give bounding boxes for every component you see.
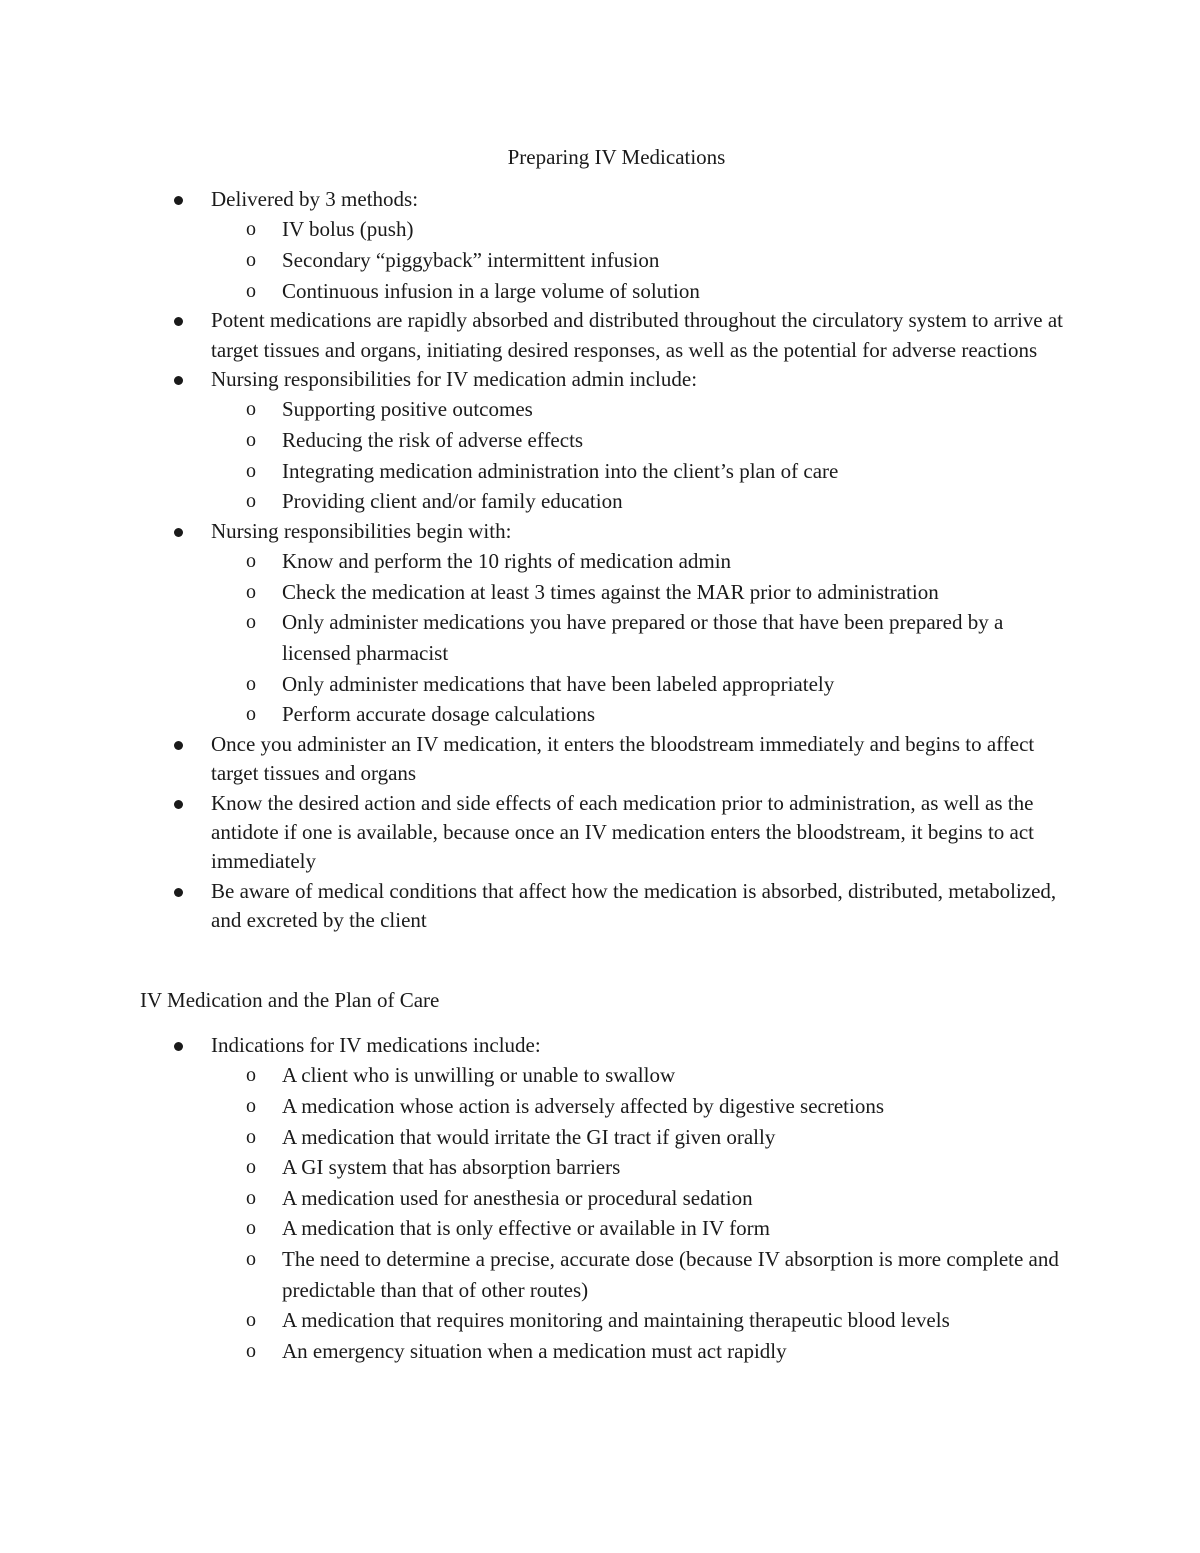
sub-list-item bbox=[246, 1244, 1072, 1305]
circle-bullet-icon: o bbox=[246, 279, 256, 302]
sub-list-item-text: Only administer medications that have been labeled appropriately bbox=[282, 671, 835, 696]
list-item-text: Potent medications are rapidly absorbed and distributed throughout the circulatory system to arrive at target tissues and organs, initiating desired responses, as well as the potential for adverse reactions bbox=[211, 308, 1064, 362]
sub-list-item-text: Reducing the risk of adverse effects bbox=[282, 428, 584, 452]
sub-list-item-text: Only administer medications you have prepared or those that have been prepared by a licensed pharmacist bbox=[282, 610, 1004, 665]
sub-list bbox=[211, 546, 1071, 730]
sub-list-item bbox=[246, 1122, 1072, 1153]
circle-bullet-icon: o bbox=[246, 672, 256, 695]
list-item bbox=[0, 185, 1071, 306]
sub-list-item-text: Providing client and/or family education bbox=[282, 489, 623, 514]
sub-list-item bbox=[246, 214, 1072, 245]
circle-bullet-icon: o bbox=[246, 218, 256, 241]
bullet-dot-icon bbox=[174, 800, 183, 809]
circle-bullet-icon: o bbox=[246, 1156, 256, 1179]
bullet-dot-icon bbox=[174, 1042, 183, 1051]
circle-bullet-icon: o bbox=[246, 611, 256, 634]
sub-list-item bbox=[246, 245, 1072, 276]
list-item bbox=[0, 365, 1071, 517]
circle-bullet-icon: o bbox=[246, 580, 256, 603]
list-item-text: Nursing responsibilities begin with: bbox=[211, 518, 512, 543]
list-item-text: Indications for IV medications include: bbox=[211, 1033, 541, 1057]
circle-bullet-icon: o bbox=[246, 1125, 256, 1148]
bullet-dot-icon bbox=[174, 528, 183, 537]
sub-list-item bbox=[246, 276, 1072, 307]
sub-list-item-text: A medication that is only effective or available in IV form bbox=[282, 1216, 770, 1241]
sub-list bbox=[211, 214, 1071, 306]
sub-list bbox=[211, 1060, 1071, 1366]
sub-list-item-text: Continuous infusion in a large volume of solution bbox=[282, 278, 700, 303]
list-item bbox=[0, 730, 1071, 789]
sub-list-item-text: The need to determine a precise, accurate dose (because IV absorption is more complete and predictable than that of other routes) bbox=[282, 1246, 1059, 1302]
sub-list-item bbox=[246, 486, 1072, 517]
section-heading: IV Medication and the Plan of Care bbox=[140, 988, 440, 1012]
list-item bbox=[0, 1031, 1071, 1366]
list-item bbox=[0, 877, 1071, 936]
sub-list-item bbox=[246, 394, 1072, 425]
page-title: Preparing IV Medications bbox=[507, 145, 726, 169]
circle-bullet-icon: o bbox=[246, 1186, 256, 1209]
circle-bullet-icon: o bbox=[246, 1309, 256, 1332]
circle-bullet-icon: o bbox=[246, 398, 256, 421]
circle-bullet-icon: o bbox=[246, 1247, 256, 1270]
sub-list-item bbox=[246, 577, 1072, 608]
sub-list-item-text: Integrating medication administration into the client’s plan of care bbox=[282, 458, 839, 483]
sub-list-item-text: IV bolus (push) bbox=[282, 217, 414, 242]
bullet-dot-icon bbox=[174, 317, 183, 326]
circle-bullet-icon: o bbox=[246, 490, 256, 513]
list-item-text: Know the desired action and side effects of each medication prior to administration, as well as the antidote if one is available, because once an IV medication enters the bloodstream, it begins to act immediately bbox=[211, 790, 1034, 874]
sub-list-item-text: A medication used for anesthesia or procedural sedation bbox=[282, 1185, 753, 1210]
sub-list-item-text: Perform accurate dosage calculations bbox=[282, 702, 596, 727]
bullet-dot-icon bbox=[174, 741, 183, 750]
circle-bullet-icon: o bbox=[246, 429, 256, 451]
sub-list-item-text: Secondary “piggyback” intermittent infusion bbox=[282, 248, 660, 272]
sub-list-item bbox=[246, 1091, 1072, 1122]
bullet-dot-icon bbox=[174, 888, 183, 897]
bullet-dot-icon bbox=[174, 376, 183, 385]
bullet-list-methods bbox=[0, 185, 1071, 936]
sub-list-item-text: An emergency situation when a medication must act rapidly bbox=[282, 1338, 787, 1363]
sub-list-item bbox=[246, 456, 1072, 487]
bullet-list-indications bbox=[0, 1031, 1071, 1366]
list-item bbox=[0, 306, 1071, 365]
circle-bullet-icon: o bbox=[246, 703, 256, 726]
list-item-text: Once you administer an IV medication, it enters the bloodstream immediately and begins to affect target tissues and organs bbox=[211, 731, 1035, 786]
sub-list-item bbox=[246, 546, 1072, 577]
list-item-text: Be aware of medical conditions that affect how the medication is absorbed, distributed, metabolized, and excreted by the client bbox=[211, 878, 1057, 933]
circle-bullet-icon: o bbox=[246, 249, 256, 271]
list-item-text: Nursing responsibilities for IV medication admin include: bbox=[211, 367, 698, 391]
list-item bbox=[0, 517, 1071, 730]
sub-list-item-text: Check the medication at least 3 times against the MAR prior to administration bbox=[282, 579, 939, 604]
list-item bbox=[0, 789, 1071, 877]
sub-list-item-text: A GI system that has absorption barriers bbox=[282, 1155, 621, 1180]
sub-list-item-text: A medication whose action is adversely affected by digestive secretions bbox=[282, 1094, 885, 1118]
sub-list-item bbox=[246, 669, 1072, 700]
circle-bullet-icon: o bbox=[246, 1217, 256, 1240]
sub-list-item bbox=[246, 1152, 1072, 1183]
sub-list-item bbox=[246, 607, 1072, 668]
sub-list-item-text: A client who is unwilling or unable to swallow bbox=[282, 1063, 676, 1088]
sub-list-item bbox=[246, 1305, 1072, 1336]
sub-list-item bbox=[246, 1183, 1072, 1214]
sub-list-item bbox=[246, 699, 1072, 730]
sub-list-item bbox=[246, 1336, 1072, 1367]
circle-bullet-icon: o bbox=[246, 1095, 256, 1117]
sub-list-item-text: Know and perform the 10 rights of medication admin bbox=[282, 549, 732, 574]
circle-bullet-icon: o bbox=[246, 550, 256, 573]
sub-list-item bbox=[246, 1060, 1072, 1091]
sub-list-item-text: A medication that requires monitoring and maintaining therapeutic blood levels bbox=[282, 1308, 950, 1333]
list-item-text: Delivered by 3 methods: bbox=[211, 187, 419, 211]
sub-list-item bbox=[246, 1213, 1072, 1244]
sub-list bbox=[211, 394, 1071, 516]
bullet-dot-icon bbox=[174, 196, 183, 205]
circle-bullet-icon: o bbox=[246, 459, 256, 482]
sub-list-item-text: Supporting positive outcomes bbox=[282, 397, 533, 422]
circle-bullet-icon: o bbox=[246, 1339, 256, 1362]
sub-list-item bbox=[246, 425, 1072, 456]
circle-bullet-icon: o bbox=[246, 1064, 256, 1087]
sub-list-item-text: A medication that would irritate the GI tract if given orally bbox=[282, 1124, 776, 1149]
